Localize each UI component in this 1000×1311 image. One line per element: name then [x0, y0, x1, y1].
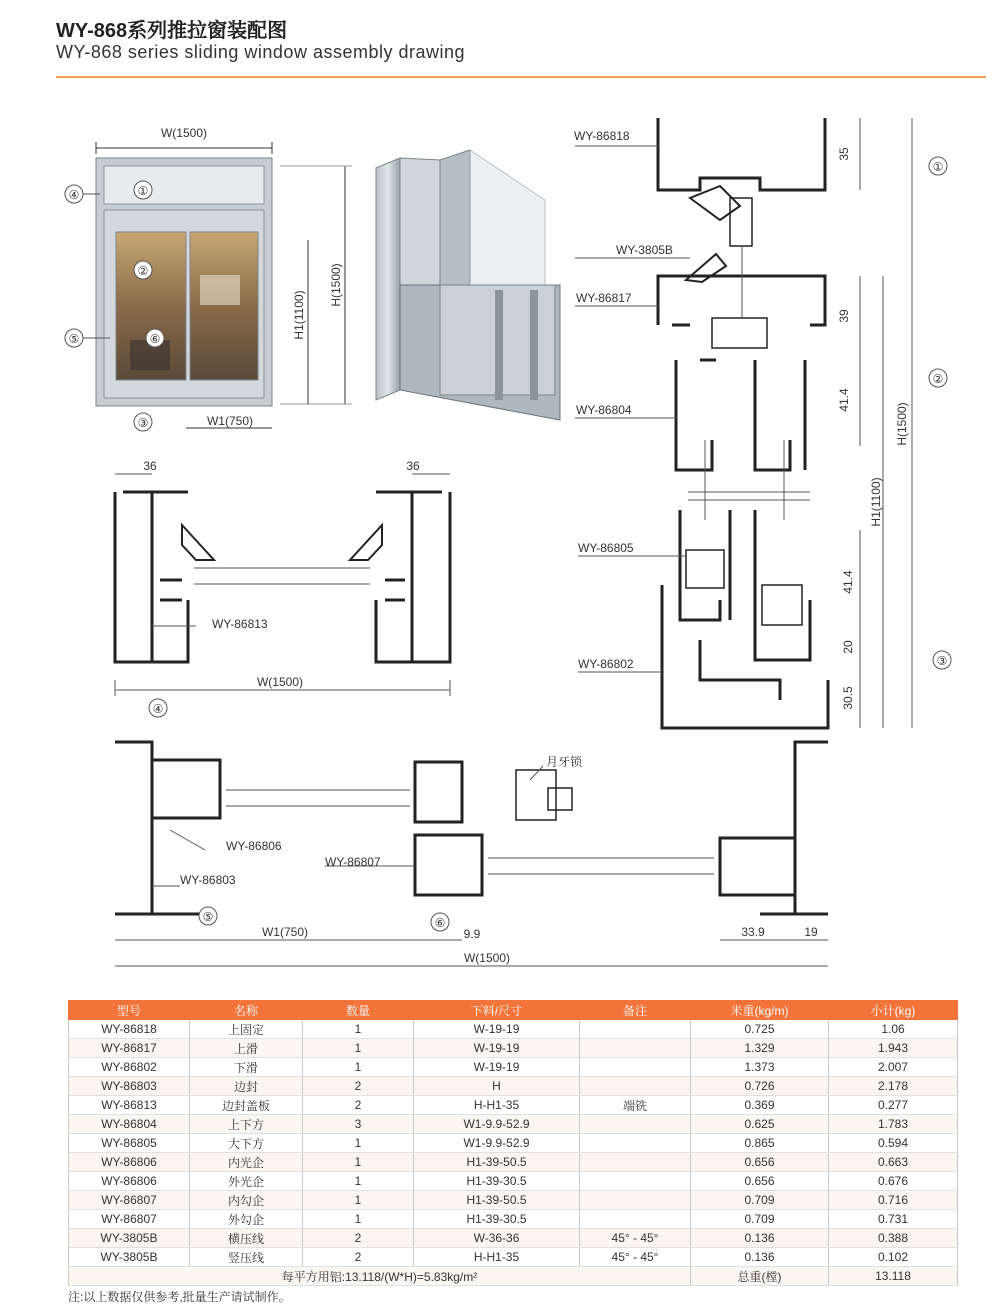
- table-cell: WY-86806: [69, 1172, 190, 1191]
- table-cell: 0.663: [829, 1153, 958, 1172]
- table-cell: [580, 1172, 691, 1191]
- table-cell: 1.783: [829, 1115, 958, 1134]
- sec56-w1: W1(750): [261, 925, 309, 939]
- page-subtitle: WY-868 series sliding window assembly drawing: [56, 42, 466, 62]
- label-wy86806: WY-86806: [226, 839, 282, 853]
- table-cell: 1.06: [829, 1020, 958, 1039]
- table-cell: 1: [303, 1058, 414, 1077]
- table-cell: [580, 1115, 691, 1134]
- table-cell: 竖压线: [190, 1248, 303, 1267]
- table-cell: 1: [303, 1191, 414, 1210]
- label-wy86804: WY-86804: [576, 403, 632, 417]
- table-cell: [580, 1077, 691, 1096]
- elev-w1-label: W1(750): [206, 414, 254, 428]
- sec56-w: W(1500): [463, 951, 511, 965]
- table-cell: 大下方: [190, 1134, 303, 1153]
- profile-3d-render: [376, 150, 560, 420]
- sec56-dim-19: 19: [804, 925, 818, 939]
- label-wy86818: WY-86818: [574, 129, 630, 143]
- table-cell: 0.594: [829, 1134, 958, 1153]
- table-cell: W1-9.9-52.9: [414, 1115, 580, 1134]
- sec4-marker: ④: [152, 702, 164, 716]
- marker-5: ⑤: [68, 332, 80, 346]
- col-header: 小计(kg): [829, 1001, 958, 1020]
- table-cell: H1-39-30.5: [414, 1172, 580, 1191]
- table-cell: W-36-36: [414, 1229, 580, 1248]
- table-cell: H: [414, 1077, 580, 1096]
- sec4-dim-36-left: 36: [143, 459, 157, 473]
- vs-marker-1: ①: [932, 160, 944, 174]
- marker-3: ③: [137, 416, 149, 430]
- table-cell: H1-39-50.5: [414, 1191, 580, 1210]
- parts-table: [68, 1000, 958, 1286]
- table-cell: 边封盖板: [190, 1096, 303, 1115]
- table-row: [69, 1039, 958, 1058]
- table-row: [69, 1077, 958, 1096]
- dim-41-4-top: 41.4: [837, 388, 851, 412]
- table-cell: 2: [303, 1077, 414, 1096]
- label-wy3805b: WY-3805B: [616, 243, 673, 257]
- table-cell: H1-39-30.5: [414, 1210, 580, 1229]
- table-cell: 2: [303, 1096, 414, 1115]
- table-cell: 1: [303, 1039, 414, 1058]
- table-cell: [580, 1210, 691, 1229]
- table-cell: 下滑: [190, 1058, 303, 1077]
- table-cell: 1.943: [829, 1039, 958, 1058]
- table-cell: 0.676: [829, 1172, 958, 1191]
- table-cell: H-H1-35: [414, 1248, 580, 1267]
- table-row: [69, 1134, 958, 1153]
- sec56-dim-33-9: 33.9: [741, 925, 765, 939]
- table-cell: 2.178: [829, 1077, 958, 1096]
- section-56: [115, 742, 828, 914]
- table-cell: 0.369: [691, 1096, 829, 1115]
- table-footer-row: [69, 1267, 958, 1286]
- label-wy86805: WY-86805: [578, 541, 634, 555]
- col-header: 型号: [69, 1001, 190, 1020]
- table-cell: 0.725: [691, 1020, 829, 1039]
- table-row: [69, 1229, 958, 1248]
- table-cell: [580, 1039, 691, 1058]
- sec4-width: W(1500): [256, 675, 304, 689]
- table-cell: WY-86817: [69, 1039, 190, 1058]
- table-cell: W1-9.9-52.9: [414, 1134, 580, 1153]
- table-cell: W-19-19: [414, 1058, 580, 1077]
- elev-h1-label: H1(1100): [292, 290, 306, 340]
- table-cell: 外勾企: [190, 1210, 303, 1229]
- dim-39: 39: [837, 309, 851, 323]
- table-cell: 内光企: [190, 1153, 303, 1172]
- label-wy86803: WY-86803: [180, 873, 236, 887]
- table-cell: 2: [303, 1229, 414, 1248]
- table-row: [69, 1248, 958, 1267]
- table-cell: 2.007: [829, 1058, 958, 1077]
- label-wy86807: WY-86807: [325, 855, 381, 869]
- table-cell: [580, 1134, 691, 1153]
- section-4: [115, 492, 450, 662]
- table-cell: 1.373: [691, 1058, 829, 1077]
- vertical-section: [658, 118, 828, 728]
- table-cell: 1: [303, 1210, 414, 1229]
- col-header: 下料/尺寸: [414, 1001, 580, 1020]
- table-cell: 上滑: [190, 1039, 303, 1058]
- dim-h: H(1500): [895, 402, 909, 446]
- table-cell: 1: [303, 1153, 414, 1172]
- table-cell: 45° - 45°: [580, 1248, 691, 1267]
- table-cell: [580, 1191, 691, 1210]
- sec4-dim-36-right: 36: [406, 459, 420, 473]
- table-cell: WY-86805: [69, 1134, 190, 1153]
- table-cell: 0.136: [691, 1248, 829, 1267]
- table-row: [69, 1115, 958, 1134]
- table-cell: [580, 1153, 691, 1172]
- col-header: 备注: [580, 1001, 691, 1020]
- table-cell: 1: [303, 1134, 414, 1153]
- table-cell: 45° - 45°: [580, 1229, 691, 1248]
- vertical-section-thin: [575, 118, 912, 728]
- table-cell: 横压线: [190, 1229, 303, 1248]
- table-cell: W-19-19: [414, 1039, 580, 1058]
- col-header: 名称: [190, 1001, 303, 1020]
- table-header-row: [69, 1001, 958, 1020]
- table-cell: 2: [303, 1248, 414, 1267]
- table-row: [69, 1020, 958, 1039]
- table-cell: 1.329: [691, 1039, 829, 1058]
- marker-6: ⑥: [149, 332, 161, 346]
- table-cell: WY-86813: [69, 1096, 190, 1115]
- table-cell: WY-86807: [69, 1210, 190, 1229]
- sec56-marker-5: ⑤: [202, 910, 214, 924]
- table-cell: 上固定: [190, 1020, 303, 1039]
- table-row: [69, 1153, 958, 1172]
- table-cell: WY-86806: [69, 1153, 190, 1172]
- total-weight-value: 13.118: [829, 1267, 958, 1286]
- table-cell: WY-3805B: [69, 1229, 190, 1248]
- table-row: [69, 1096, 958, 1115]
- label-wy86817: WY-86817: [576, 291, 632, 305]
- table-cell: H1-39-50.5: [414, 1153, 580, 1172]
- table-cell: 边封: [190, 1077, 303, 1096]
- table-cell: WY-86807: [69, 1191, 190, 1210]
- table-row: [69, 1191, 958, 1210]
- dim-41-4-bottom: 41.4: [841, 570, 855, 594]
- dim-h1: H1(1100): [869, 477, 883, 527]
- table-cell: WY-86818: [69, 1020, 190, 1039]
- dim-35: 35: [837, 147, 851, 161]
- label-crescent-lock: 月牙锁: [546, 755, 583, 769]
- sec56-marker-6: ⑥: [434, 916, 446, 930]
- dim-30-5: 30.5: [841, 686, 855, 710]
- table-cell: W-19-19: [414, 1020, 580, 1039]
- total-weight-label: 总重(樘): [691, 1267, 829, 1286]
- table-cell: 内勾企: [190, 1191, 303, 1210]
- marker-2: ②: [137, 264, 149, 278]
- table-cell: H-H1-35: [414, 1096, 580, 1115]
- marker-1: ①: [137, 184, 149, 198]
- table-cell: WY-86803: [69, 1077, 190, 1096]
- table-cell: 上下方: [190, 1115, 303, 1134]
- table-cell: 0.709: [691, 1210, 829, 1229]
- table-cell: 0.709: [691, 1191, 829, 1210]
- label-wy86813: WY-86813: [212, 617, 268, 631]
- table-cell: WY-3805B: [69, 1248, 190, 1267]
- table-cell: 0.716: [829, 1191, 958, 1210]
- dim-20: 20: [841, 640, 855, 654]
- table-cell: 0.656: [691, 1153, 829, 1172]
- table-cell: 外光企: [190, 1172, 303, 1191]
- table-row: [69, 1058, 958, 1077]
- vs-marker-2: ②: [932, 372, 944, 386]
- table-cell: 3: [303, 1115, 414, 1134]
- elev-height-label: H(1500): [329, 263, 343, 307]
- table-cell: 0.731: [829, 1210, 958, 1229]
- table-cell: 0.656: [691, 1172, 829, 1191]
- table-cell: 0.388: [829, 1229, 958, 1248]
- table-cell: [580, 1020, 691, 1039]
- table-cell: WY-86802: [69, 1058, 190, 1077]
- table-cell: 0.102: [829, 1248, 958, 1267]
- page-title: WY-868系列推拉窗装配图: [56, 20, 288, 42]
- table-cell: 0.277: [829, 1096, 958, 1115]
- table-cell: 0.865: [691, 1134, 829, 1153]
- table-cell: WY-86804: [69, 1115, 190, 1134]
- aluminium-per-sqm: 每平方用铝:13.118/(W*H)=5.83kg/m²: [69, 1267, 691, 1286]
- col-header: 米重(kg/m): [691, 1001, 829, 1020]
- elev-width-label: W(1500): [160, 126, 208, 140]
- table-cell: 0.726: [691, 1077, 829, 1096]
- footnote: 注:以上数据仅供参考,批量生产请试制作。: [68, 1290, 291, 1304]
- table-cell: [580, 1058, 691, 1077]
- table-cell: 1: [303, 1172, 414, 1191]
- sec56-dim-9-9: 9.9: [463, 927, 481, 941]
- label-wy86802: WY-86802: [578, 657, 634, 671]
- col-header: 数量: [303, 1001, 414, 1020]
- table-cell: 0.136: [691, 1229, 829, 1248]
- table-row: [69, 1210, 958, 1229]
- table-cell: 0.625: [691, 1115, 829, 1134]
- vs-marker-3: ③: [936, 654, 948, 668]
- table-cell: 1: [303, 1020, 414, 1039]
- table-cell: 端铣: [580, 1096, 691, 1115]
- window-elevation: [65, 126, 352, 431]
- table-row: [69, 1172, 958, 1191]
- marker-4: ④: [68, 188, 80, 202]
